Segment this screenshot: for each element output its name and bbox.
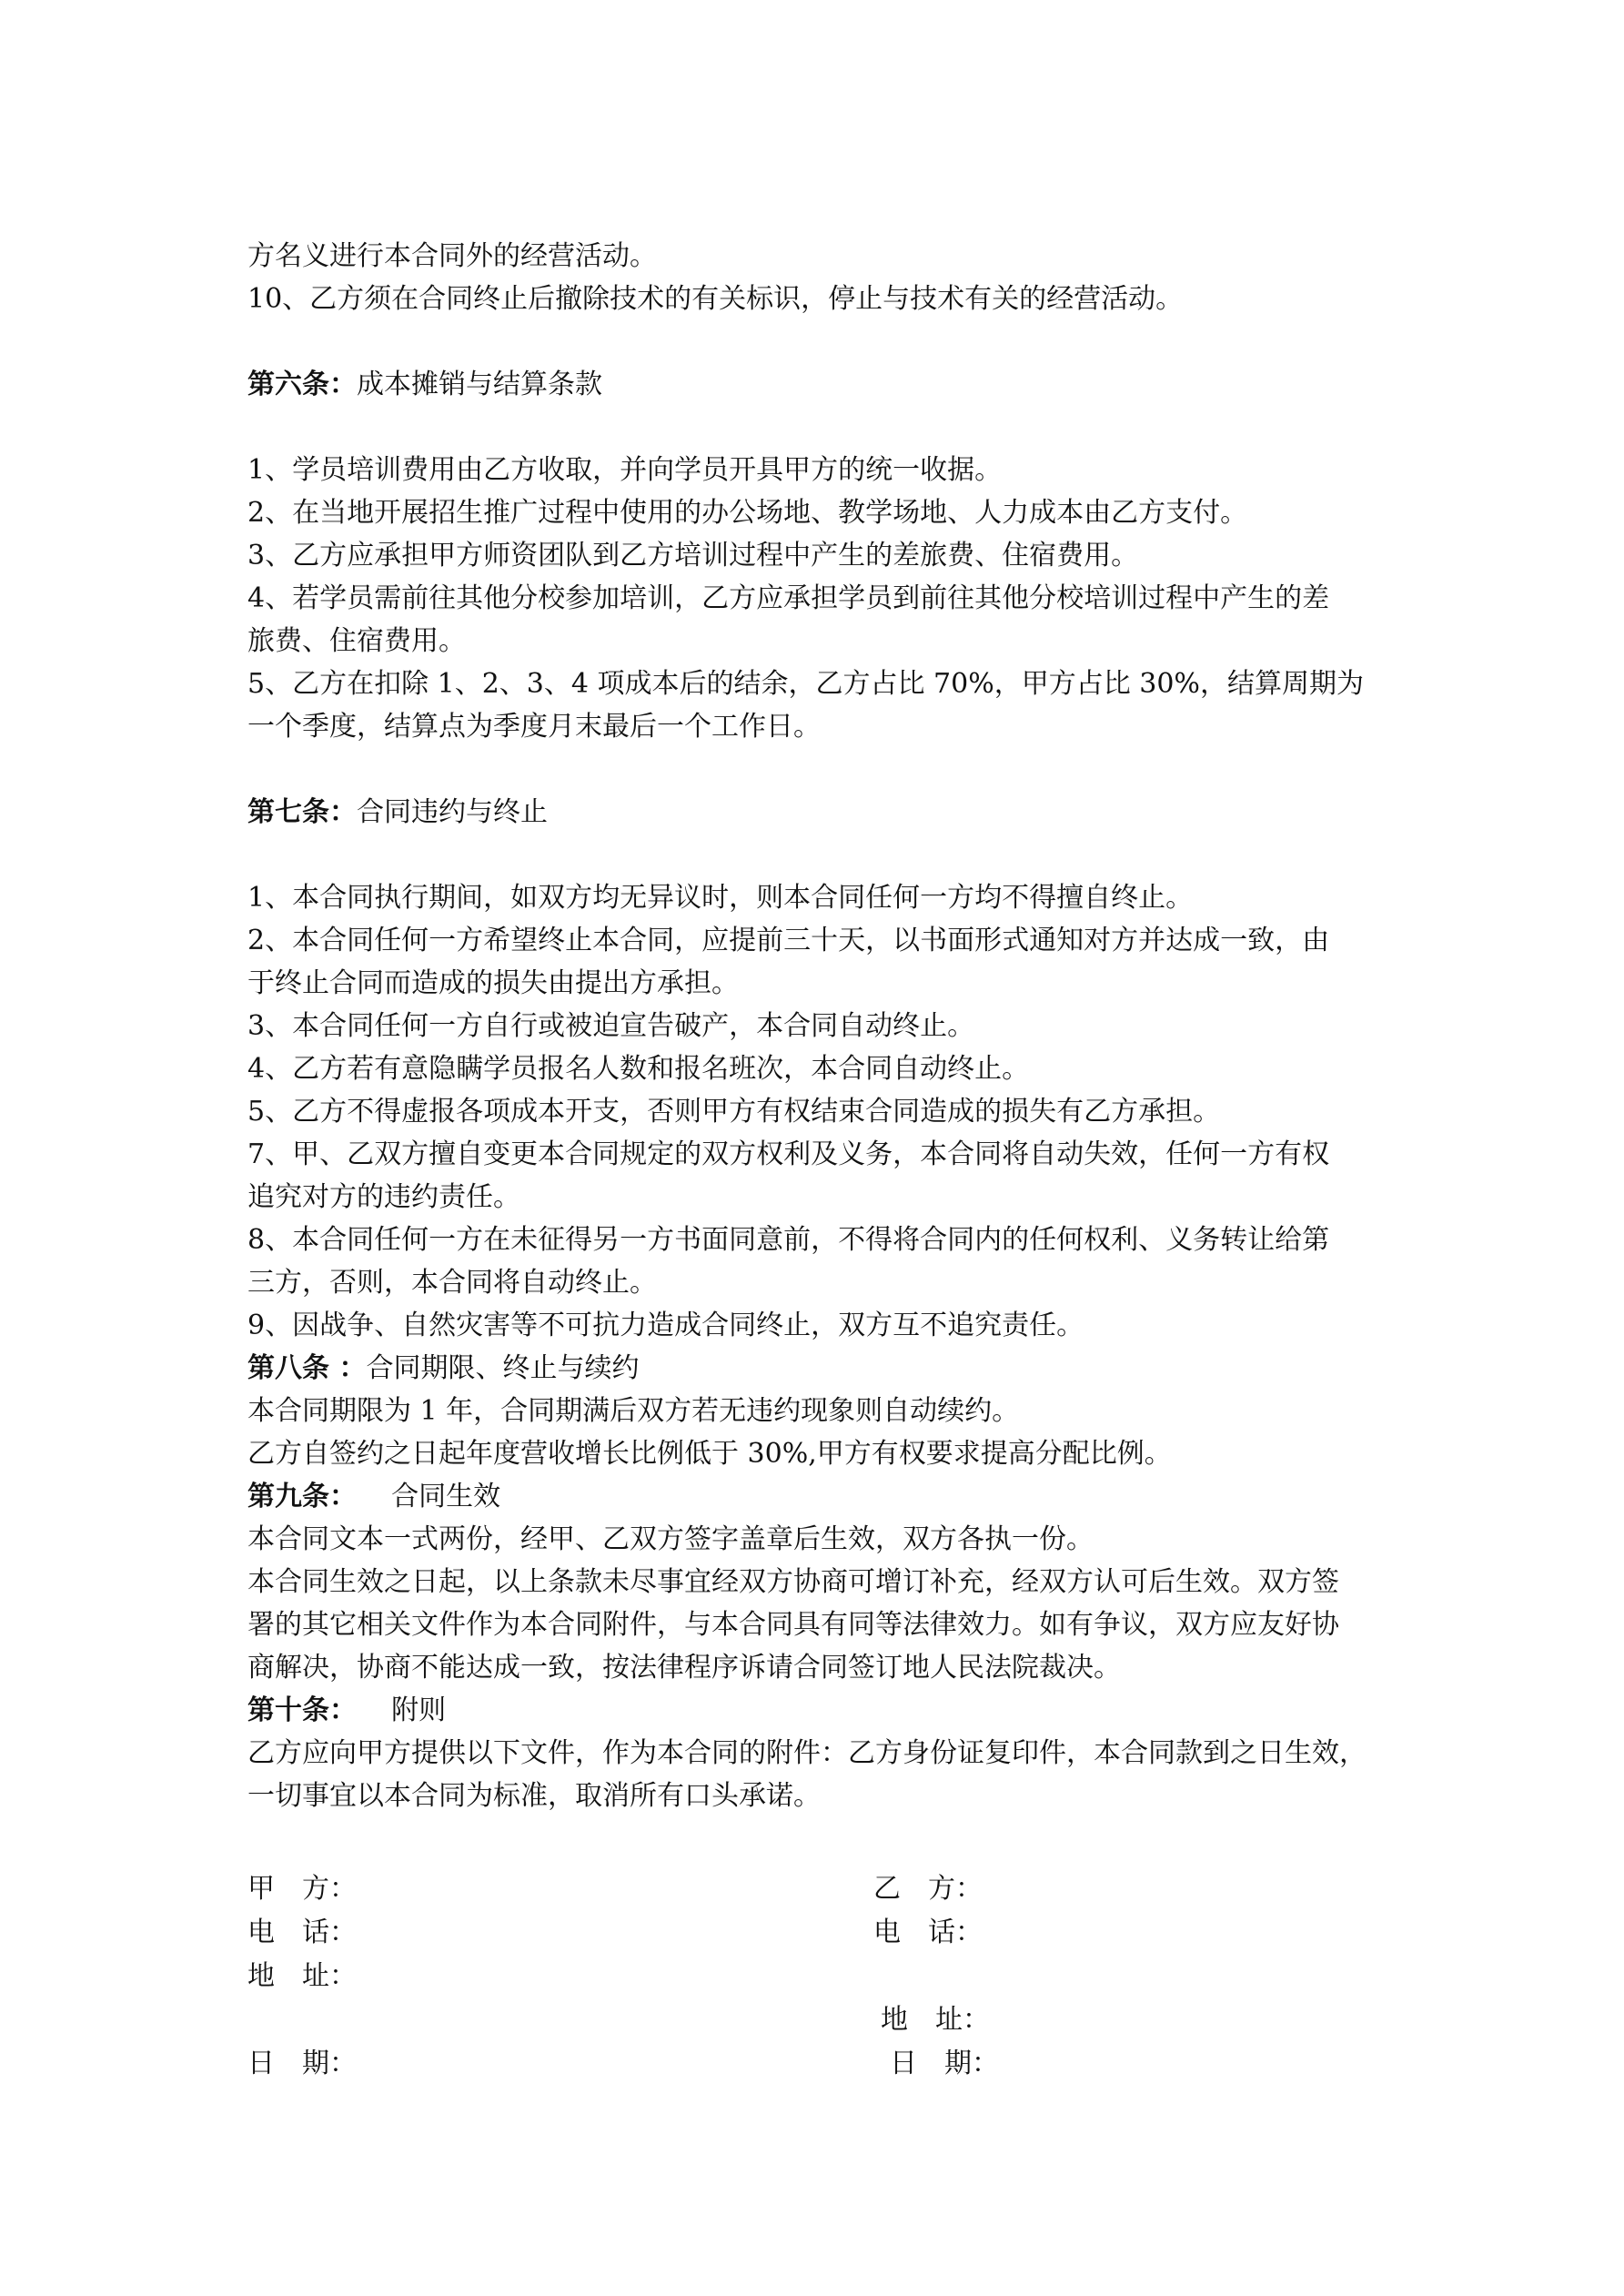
clause: 4、若学员需前往其他分校参加培训，乙方应承担学员到前往其他分校培训过程中产生的差 [247,582,1330,614]
clause: 8、本合同任何一方在未征得另一方书面同意前，不得将合同内的任何权利、义务转让给第 [247,1224,1330,1256]
article-10-subject: 附则 [391,1694,447,1726]
article-9-title: 第九条： [247,1481,357,1512]
date-a-label: 日 期： [247,2048,357,2079]
article-6-subject: 成本摊销与结算条款 [357,369,602,400]
article-7-subject: 合同违约与终止 [357,796,548,828]
clause: 5、乙方在扣除 1、2、3、4 项成本后的结余，乙方占比 70%，甲方占比 30%，结算周期为 [247,668,1364,700]
article-6-title: 第六条： [247,369,357,400]
clause: 2、在当地开展招生推广过程中使用的办公场地、教学场地、人力成本由乙方支付。 [247,497,1248,529]
article-10-heading [247,1689,1385,1732]
clause: 7、甲、乙双方擅自变更本合同规定的双方权利及义务，本合同将自动失效，任何一方有权 [247,1138,1330,1170]
clause: 一个季度，结算点为季度月末最后一个工作日。 [247,711,821,743]
article-9-heading [247,1475,1385,1518]
clause: 4、乙方若有意隐瞒学员报名人数和报名班次，本合同自动终止。 [247,1053,1030,1085]
article-10-title: 第十条： [247,1694,357,1726]
clause: 一切事宜以本合同为标准，取消所有口头承诺。 [247,1780,821,1812]
article-7-heading [247,791,1385,834]
clause: 于终止合同而造成的损失由提出方承担。 [247,967,739,999]
clause: 乙方应向甲方提供以下文件，作为本合同的附件：乙方身份证复印件，本合同款到之日生效， [247,1737,1367,1769]
clause: 9、因战争、自然灾害等不可抗力造成合同终止，双方互不追究责任。 [247,1310,1084,1341]
clause: 三方，否则，本合同将自动终止。 [247,1267,657,1299]
article-8-heading [247,1347,1385,1390]
text-line: 方名义进行本合同外的经营活动。 [247,240,657,272]
contract-page [247,235,1385,1817]
clause: 1、本合同执行期间，如双方均无异议时，则本合同任何一方均不得擅自终止。 [247,882,1194,914]
clause: 本合同生效之日起，以上条款未尽事宜经双方协商可增订补充，经双方认可后生效。双方签 [247,1566,1339,1598]
clause: 3、本合同任何一方自行或被迫宣告破产，本合同自动终止。 [247,1010,975,1042]
article-7-title: 第七条： [247,796,357,828]
clause: 本合同期限为 1 年，合同期满后双方若无违约现象则自动续约。 [247,1395,1020,1427]
clause: 追究对方的违约责任。 [247,1181,520,1213]
party-a-label: 甲 方： [247,1873,357,1905]
text-line: 10、乙方须在合同终止后撤除技术的有关标识，停止与技术有关的经营活动。 [247,283,1184,315]
address-a-label: 地 址： [247,1960,357,1992]
clause: 2、本合同任何一方希望终止本合同，应提前三十天，以书面形式通知对方并达成一致，由 [247,925,1330,956]
clause: 5、乙方不得虚报各项成本开支，否则甲方有权结束合同造成的损失有乙方承担。 [247,1096,1221,1128]
article-6-heading [247,363,1385,406]
clause: 3、乙方应承担甲方师资团队到乙方培训过程中产生的差旅费、住宿费用。 [247,540,1139,571]
article-8-title: 第八条 ： [247,1352,367,1384]
clause: 旅费、住宿费用。 [247,625,466,657]
party-b-label: 乙 方： [873,1873,983,1905]
clause: 署的其它相关文件作为本合同附件，与本合同具有同等法律效力。如有争议，双方应友好协 [247,1609,1339,1641]
article-9-subject: 合同生效 [391,1481,501,1512]
clause: 商解决，协商不能达成一致，按法律程序诉请合同签订地人民法院裁决。 [247,1652,1121,1684]
clause: 本合同文本一式两份，经甲、乙双方签字盖章后生效，双方各执一份。 [247,1523,1094,1555]
clause: 乙方自签约之日起年度营收增长比例低于 30%,甲方有权要求提高分配比例。 [247,1438,1172,1470]
phone-b-label: 电 话： [873,1917,983,1948]
article-8-subject: 合同期限、终止与续约 [366,1352,640,1384]
date-b-label: 日 期： [890,2048,999,2079]
phone-a-label: 电 话： [247,1917,357,1948]
address-b-label: 地 址： [881,2004,990,2036]
clause: 1、学员培训费用由乙方收取，并向学员开具甲方的统一收据。 [247,454,1003,486]
